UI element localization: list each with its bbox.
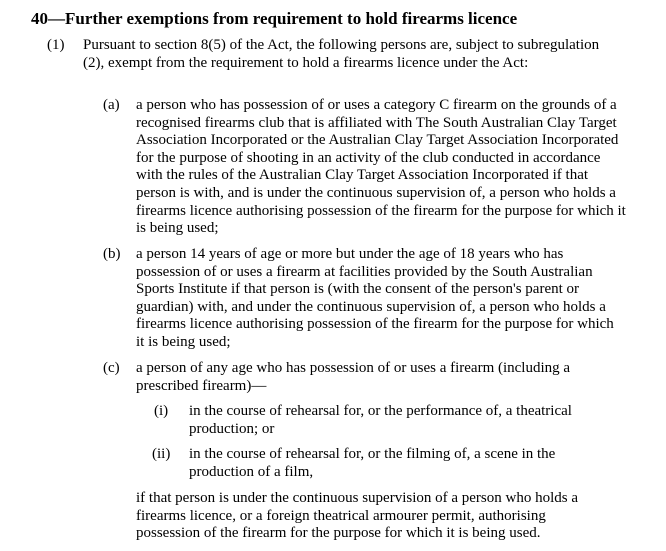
paragraph-b-text: a person 14 years of age or more but under the age of 18 years who has possession of or uses a firearm at facilities provided by the South Australian Sports Institute if that person is (with the consent of the person's parent or guardian) with, and under the continuous supervision of, a person who holds a firearms licence authorising possession of the firearm for the purpose for which it is being used; <box>136 246 614 350</box>
paragraph-b-label: (b) <box>103 246 121 262</box>
subparagraph-i-label: (i) <box>154 403 169 419</box>
section-heading: 40—Further exemptions from requirement to hold firearms licence <box>31 9 518 28</box>
paragraph-a-label: (a) <box>103 97 120 113</box>
paragraph-a-text: a person who has possession of or uses a category C firearm on the grounds of a recognised firearms club that is affiliated with The South Australian Clay Target Association Incorporated or the Australian Clay Target Association Incorporated for the purpose of shooting in an activity of the club conducted in accordance with the rules of the Australian Clay Target Association Incorporated if that person is with, and is under the continuous supervision of, a person who holds a firearms licence authorising possession of the firearm for the purpose for which it is being used; <box>136 97 626 237</box>
subparagraph-i-text: in the course of rehearsal for, or the performance of, a theatrical production; or <box>189 403 572 437</box>
subregulation-number: (1) <box>47 37 65 53</box>
paragraph-c-text: a person of any age who has possession of or uses a firearm (including a prescribed firearm)— <box>136 360 571 394</box>
subparagraph-ii-text: in the course of rehearsal for, or the filming of, a scene in the production of a film, <box>189 446 556 480</box>
closing-text: if that person is under the continuous supervision of a person who holds a firearms licence, or a foreign theatrical armourer permit, authorising possession of the firearm for the purpose for which it is being used. <box>136 490 579 542</box>
subparagraph-ii-label: (ii) <box>152 446 171 462</box>
subregulation-text: Pursuant to section 8(5) of the Act, the following persons are, subject to subregulation (2), exempt from the requirement to hold a firearms licence under the Act: <box>83 37 600 71</box>
paragraph-c-label: (c) <box>103 360 120 376</box>
